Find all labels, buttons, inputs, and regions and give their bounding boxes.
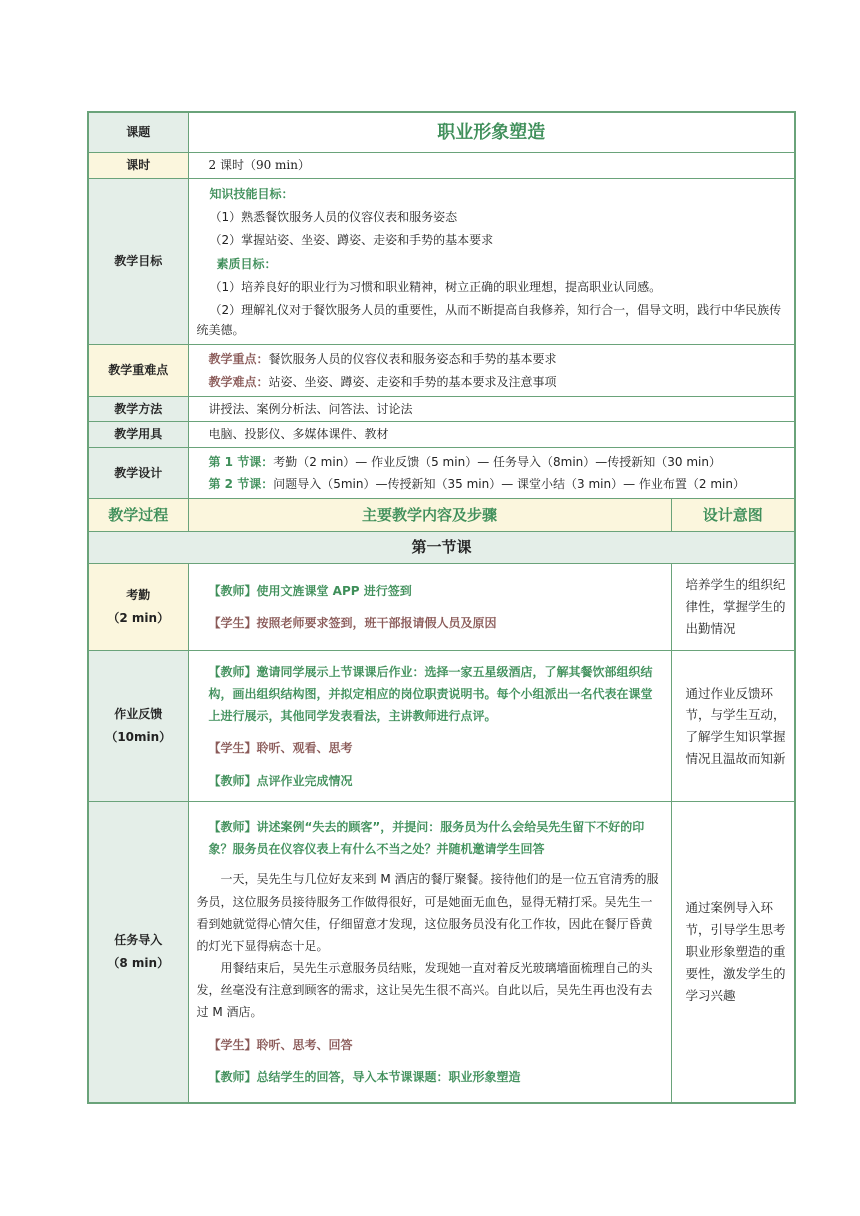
homework-stage: [88, 651, 188, 802]
difficulty-text: 站姿、坐姿、蹲姿、走姿和手势的基本要求及注意事项: [268, 374, 557, 389]
task-teacher: 【教师】讲述案例“失去的顾客”，并提问：服务员为什么会给吴先生留下不好的印象？服务员在仪容仪表上有什么不当之处？并随机邀请学生回答: [208, 819, 645, 857]
task-stage: [88, 802, 188, 1103]
quality-item: （1）培养良好的职业行为习惯和职业精神，树立正确的职业理想，提高职业认同感。: [209, 280, 662, 295]
objectives-row: [88, 178, 795, 345]
homework-teacher: 【教师】邀请同学展示上节课课后作业：选择一家五星级酒店，了解其餐饮部组织结构，画出组织结构图，并拟定相应的岗位职责说明书。每个小组派出一名代表在课堂上进行展示，其他同学发表看法，主讲教师进行点评。: [208, 664, 653, 724]
topic-label: 课题: [88, 112, 188, 153]
task-time: （8 min）: [107, 956, 170, 971]
quality-item: （2）理解礼仪对于餐饮服务人员的重要性，从而不断提高自我修养，知行合一，倡导文明，践行中华民族传统美德。: [196, 302, 782, 337]
focus-label: 教学重点：: [208, 352, 269, 367]
task-intent: 通过案例导入环节，引导学生思考职业形象塑造的重要性，激发学生的学习兴趣: [671, 802, 795, 1103]
homework-name: 作业反馈: [114, 707, 163, 722]
attendance-name: 考勤: [126, 588, 151, 603]
task-name: 任务导入: [114, 933, 163, 948]
lesson1-text: 考勤（2 min）— 作业反馈（5 min）— 任务导入（8min）—传授新知（30 min）: [273, 454, 721, 469]
homework-intent: 通过作业反馈环节，与学生互动，了解学生知识掌握情况且温故而知新: [671, 651, 795, 802]
design-label: 教学设计: [88, 447, 188, 498]
methods-label: 教学方法: [88, 396, 188, 422]
difficulty-label: 教学难点：: [208, 374, 269, 389]
tools-value: 电脑、投影仪、多媒体课件、教材: [188, 422, 795, 448]
design-row: [88, 447, 795, 498]
homework-row: [88, 651, 795, 802]
section1-row: [88, 532, 795, 564]
lesson2-text: 问题导入（5min）—传授新知（35 min）— 课堂小结（3 min）— 作业布置（2 min）: [273, 477, 745, 492]
task-case-paragraph: 一天，吴先生与几位好友来到 M 酒店的餐厅聚餐。接待他们的是一位五官清秀的服务员，这位服务员接待服务工作做得很好，可是她面无血色，显得无精打采。吴先生一看到她就觉得心情欠佳，仔细留意才发现，这位服务员没有化工作妆，因此在餐厅昏黄的灯光下显得病态十足。: [196, 872, 659, 953]
topic-title: 职业形象塑造: [188, 112, 795, 153]
process-header-row: [88, 499, 795, 532]
attendance-intent: 培养学生的组织纪律性，掌握学生的出勤情况: [671, 564, 795, 651]
homework-teacher2: 【教师】点评作业完成情况: [208, 773, 353, 788]
methods-value: 讲授法、案例分析法、问答法、讨论法: [188, 396, 795, 422]
topic-row: [88, 112, 795, 153]
attendance-student: 【学生】按照老师要求签到，班干部报请假人员及原因: [208, 616, 497, 631]
attendance-teacher: 【教师】使用文旌课堂 APP 进行签到: [208, 583, 412, 598]
attendance-time: （2 min）: [107, 611, 170, 626]
hours-value: 2 课时（90 min）: [188, 153, 795, 179]
homework-time: （10min）: [105, 730, 172, 745]
lesson2-label: 第 2 节课：: [208, 477, 274, 492]
key-points-row: [88, 345, 795, 396]
attendance-stage: [88, 564, 188, 651]
process-header-col1: 教学过程: [88, 499, 188, 532]
lesson1-label: 第 1 节课：: [208, 454, 274, 469]
section1-title: 第一节课: [88, 532, 795, 564]
knowledge-item: （1）熟悉餐饮服务人员的仪容仪表和服务姿态: [209, 209, 458, 224]
hours-row: [88, 153, 795, 179]
key-points-label: 教学重难点: [88, 345, 188, 396]
knowledge-item: （2）掌握站姿、坐姿、蹲姿、走姿和手势的基本要求: [209, 233, 494, 248]
knowledge-heading: 知识技能目标：: [209, 186, 294, 201]
objectives-label: 教学目标: [88, 178, 188, 345]
lesson-plan-sheet: [87, 111, 794, 1104]
homework-student: 【学生】聆听、观看、思考: [208, 741, 353, 756]
task-student: 【学生】聆听、思考、回答: [208, 1037, 353, 1052]
process-header-col2: 主要教学内容及步骤: [188, 499, 671, 532]
methods-row: [88, 396, 795, 422]
quality-heading: 素质目标：: [216, 256, 277, 271]
attendance-row: [88, 564, 795, 651]
focus-text: 餐饮服务人员的仪容仪表和服务姿态和手势的基本要求: [268, 352, 557, 367]
process-header-col3: 设计意图: [671, 499, 795, 532]
task-row: [88, 802, 795, 1103]
hours-label: 课时: [88, 153, 188, 179]
task-teacher2: 【教师】总结学生的回答，导入本节课课题：职业形象塑造: [208, 1069, 521, 1084]
tools-label: 教学用具: [88, 422, 188, 448]
task-case-paragraph: 用餐结束后，吴先生示意服务员结账，发现她一直对着反光玻璃墙面梳理自己的头发，丝毫没有注意到顾客的需求，这让吴先生很不高兴。自此以后，吴先生再也没有去过 M 酒店。: [196, 961, 653, 1020]
tools-row: [88, 422, 795, 448]
lesson-plan-table: [87, 111, 796, 1104]
